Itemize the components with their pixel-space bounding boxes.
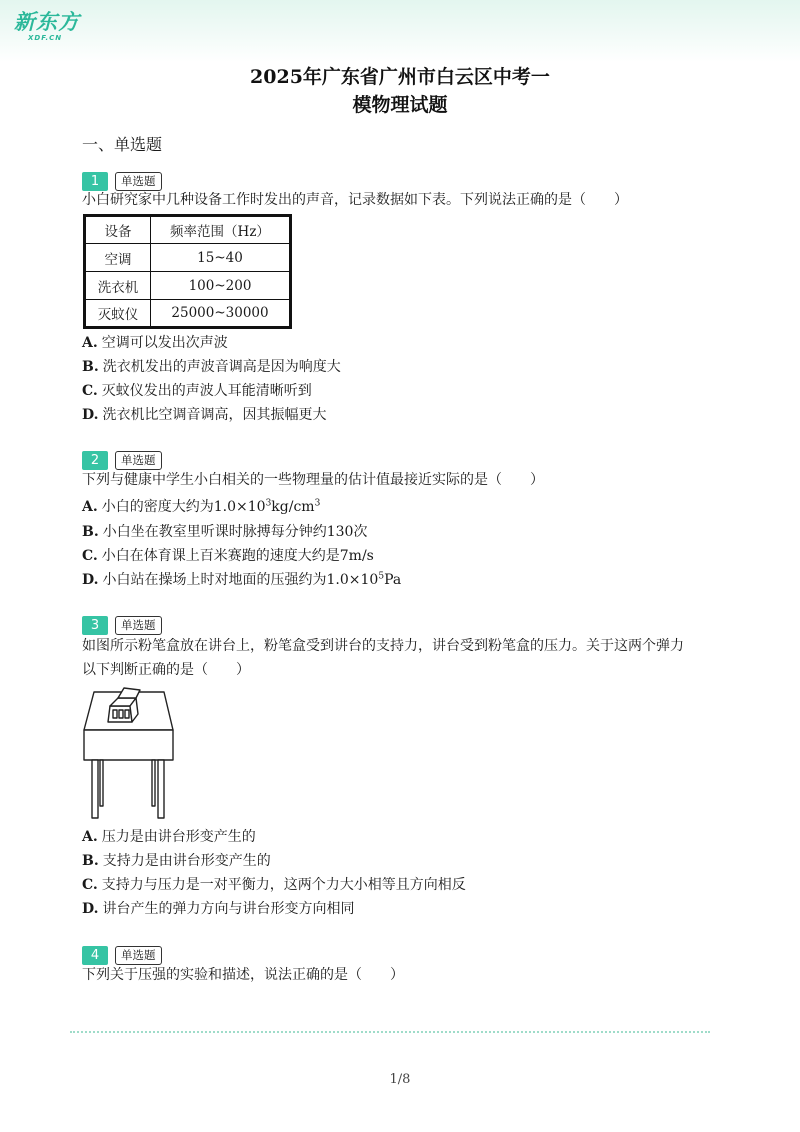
option-text: 压力是由讲台形变产生的 (101, 829, 256, 845)
question-number: 1 (82, 172, 108, 191)
table-header-cell: 频率范围（Hz） (151, 216, 291, 244)
option-text: 支持力与压力是一对平衡力，这两个力大小相等且方向相反 (101, 877, 466, 893)
page-number: 1/8 (389, 1072, 411, 1087)
option-c[interactable] (82, 380, 312, 402)
question-4-text: 下列关于压强的实验和描述，说法正确的是（ ） (82, 967, 404, 983)
page-title-line2: 模物理试题 (352, 94, 448, 116)
question-number: 4 (82, 946, 108, 965)
option-letter: D. (82, 572, 99, 588)
option-letter: A. (82, 335, 98, 351)
option-letter: C. (82, 877, 98, 893)
brand-logo (14, 10, 86, 46)
option-a[interactable] (82, 332, 228, 354)
table-row (85, 272, 291, 300)
option-a[interactable] (82, 496, 320, 518)
exponent: 3 (314, 498, 321, 509)
brand-name: 新东方 (14, 10, 80, 34)
option-c[interactable] (82, 545, 374, 567)
question-1-text: 小白研究家中几种设备工作时发出的声音，记录数据如下表。下列说法正确的是（ ） (82, 192, 628, 208)
option-letter: C. (82, 383, 98, 399)
option-a[interactable] (82, 826, 256, 848)
table-header-cell: 设备 (85, 216, 151, 244)
brand-sub: XDF.CN (28, 34, 63, 42)
exponent: 5 (378, 571, 385, 582)
option-letter: B. (82, 853, 99, 869)
option-letter: C. (82, 548, 98, 564)
option-letter: B. (82, 359, 99, 375)
table-cell: 灭蚊仪 (85, 300, 151, 328)
question-type-badge: 单选题 (115, 451, 162, 470)
table-cell: 25000~30000 (151, 300, 291, 328)
podium-chalkbox-figure (80, 686, 174, 826)
table-cell: 100~200 (151, 272, 291, 300)
question-type-badge: 单选题 (115, 616, 162, 635)
table-row (85, 300, 291, 328)
question-3-text-line2: 以下判断正确的是（ ） (82, 662, 250, 678)
question-4-header (82, 945, 162, 965)
option-letter: A. (82, 499, 98, 515)
option-unit: kg/cm (271, 499, 315, 515)
table-cell: 洗衣机 (85, 272, 151, 300)
table-cell: 空调 (85, 244, 151, 272)
option-unit: Pa (384, 572, 402, 588)
frequency-table (83, 214, 292, 329)
option-text: 空调可以发出次声波 (101, 335, 228, 351)
option-text: 讲台产生的弹力方向与讲台形变方向相同 (102, 901, 355, 917)
table-row (85, 244, 291, 272)
page-title-line1: 2025年广东省广州市白云区中考一 (250, 66, 550, 88)
option-text: 洗衣机发出的声波音调高是因为响度大 (102, 359, 341, 375)
question-2-text: 下列与健康中学生小白相关的一些物理量的估计值最接近实际的是（ ） (82, 472, 544, 488)
question-3-text-line1: 如图所示粉笔盒放在讲台上，粉笔盒受到讲台的支持力，讲台受到粉笔盒的压力。关于这两个弹力 (82, 638, 684, 654)
option-b[interactable] (82, 356, 341, 378)
option-letter: A. (82, 829, 98, 845)
option-d[interactable] (82, 404, 327, 426)
option-d[interactable] (82, 569, 401, 591)
option-letter: D. (82, 407, 99, 423)
table-header-row (85, 216, 291, 244)
question-number: 3 (82, 616, 108, 635)
option-c[interactable] (82, 874, 466, 896)
table-cell: 15~40 (151, 244, 291, 272)
footer-divider (70, 1031, 710, 1033)
question-type-badge: 单选题 (115, 172, 162, 191)
option-text: 小白在体育课上百米赛跑的速度大约是7m/s (101, 548, 374, 564)
option-text: 洗衣机比空调音调高，因其振幅更大 (102, 407, 327, 423)
question-number: 2 (82, 451, 108, 470)
option-letter: D. (82, 901, 99, 917)
option-d[interactable] (82, 898, 355, 920)
option-letter: B. (82, 524, 99, 540)
question-2-header (82, 450, 162, 470)
option-b[interactable] (82, 850, 271, 872)
option-text: 小白站在操场上时对地面的压强约为1.0×10 (102, 572, 379, 588)
option-text: 支持力是由讲台形变产生的 (102, 853, 271, 869)
question-type-badge: 单选题 (115, 946, 162, 965)
header-band (0, 0, 800, 62)
option-text: 小白坐在教室里听课时脉搏每分钟约130次 (102, 524, 368, 540)
question-3-header (82, 615, 162, 635)
exponent: 3 (265, 498, 272, 509)
option-text: 灭蚊仪发出的声波人耳能清晰听到 (101, 383, 312, 399)
option-text: 小白的密度大约为1.0×10 (101, 499, 266, 515)
section-title: 一、单选题 (82, 135, 163, 154)
option-b[interactable] (82, 521, 367, 543)
